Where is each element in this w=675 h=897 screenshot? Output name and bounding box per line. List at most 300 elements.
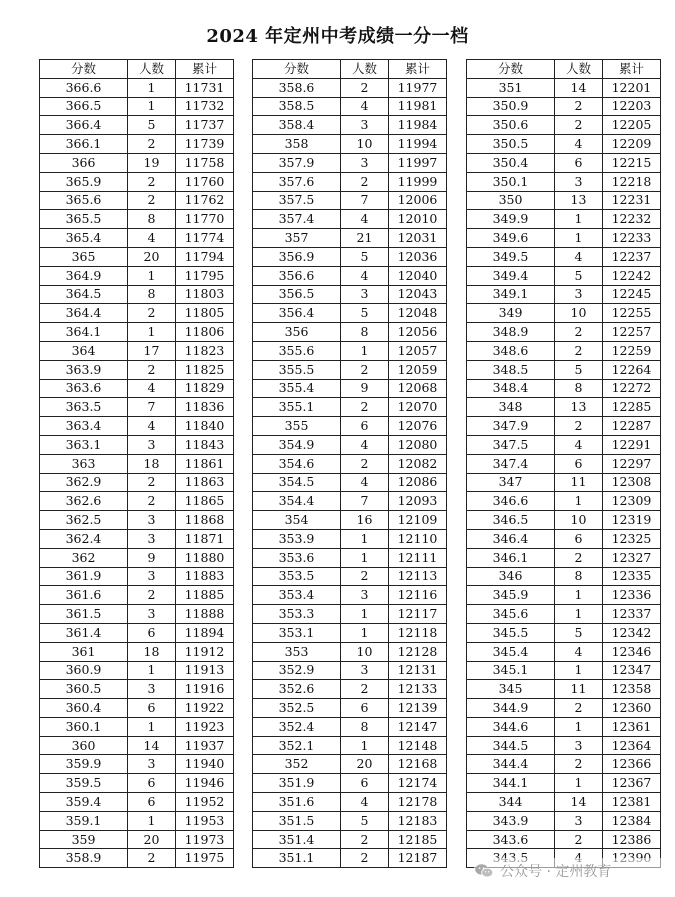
cumulative-cell: 11737: [176, 116, 234, 135]
count-cell: 2: [128, 492, 176, 511]
count-cell: 2: [341, 830, 389, 849]
count-cell: 4: [341, 210, 389, 229]
table-row: [253, 811, 447, 830]
cumulative-cell: 11997: [389, 153, 447, 172]
table-row: [40, 266, 234, 285]
table-row: [467, 210, 661, 229]
cumulative-cell: 11836: [176, 398, 234, 417]
cumulative-cell: 11806: [176, 323, 234, 342]
cumulative-cell: 12218: [603, 172, 661, 191]
table-row: [467, 153, 661, 172]
cumulative-cell: 12297: [603, 454, 661, 473]
page-title: 2024 年定州中考成绩一分一档: [206, 26, 469, 47]
count-cell: 2: [341, 360, 389, 379]
score-cell: 350.1: [467, 172, 555, 191]
count-cell: 4: [555, 135, 603, 154]
cumulative-cell: 11863: [176, 473, 234, 492]
score-cell: 359: [40, 830, 128, 849]
score-cell: 357.4: [253, 210, 341, 229]
count-cell: 6: [341, 774, 389, 793]
table-row: [40, 341, 234, 360]
score-cell: 359.5: [40, 774, 128, 793]
table-row: [40, 623, 234, 642]
cumulative-cell: 12133: [389, 680, 447, 699]
cumulative-cell: 12048: [389, 304, 447, 323]
cumulative-cell: 12086: [389, 473, 447, 492]
cumulative-cell: 12203: [603, 97, 661, 116]
cumulative-cell: 12010: [389, 210, 447, 229]
table-row: [467, 285, 661, 304]
table-row: [253, 830, 447, 849]
cumulative-cell: 12117: [389, 605, 447, 624]
count-cell: 16: [341, 511, 389, 530]
score-cell: 346.5: [467, 511, 555, 530]
score-cell: 366.4: [40, 116, 128, 135]
count-cell: 8: [128, 285, 176, 304]
cumulative-cell: 11946: [176, 774, 234, 793]
score-cell: 359.1: [40, 811, 128, 830]
count-cell: 8: [341, 323, 389, 342]
cumulative-cell: 11843: [176, 435, 234, 454]
table-row: [40, 680, 234, 699]
count-cell: 6: [341, 417, 389, 436]
score-cell: 360.1: [40, 717, 128, 736]
table-row: [467, 774, 661, 793]
table-row: [467, 398, 661, 417]
cumulative-cell: 11981: [389, 97, 447, 116]
table-row: [40, 323, 234, 342]
cumulative-cell: 12327: [603, 548, 661, 567]
count-cell: 1: [341, 623, 389, 642]
table-row: [40, 97, 234, 116]
table-row: [253, 266, 447, 285]
score-cell: 352.6: [253, 680, 341, 699]
cumulative-cell: 12336: [603, 586, 661, 605]
table-row: [253, 247, 447, 266]
count-cell: 4: [341, 97, 389, 116]
cumulative-cell: 11829: [176, 379, 234, 398]
cumulative-cell: 12139: [389, 699, 447, 718]
score-cell: 352.4: [253, 717, 341, 736]
cumulative-cell: 12381: [603, 793, 661, 812]
table-row: [467, 379, 661, 398]
count-cell: 14: [555, 78, 603, 97]
score-cell: 349.9: [467, 210, 555, 229]
count-cell: 2: [555, 548, 603, 567]
cumulative-cell: 12109: [389, 511, 447, 530]
count-cell: 2: [555, 116, 603, 135]
count-cell: 3: [128, 680, 176, 699]
score-cell: 358.4: [253, 116, 341, 135]
cumulative-cell: 12080: [389, 435, 447, 454]
score-cell: 344: [467, 793, 555, 812]
count-cell: 17: [128, 341, 176, 360]
score-cell: 350.5: [467, 135, 555, 154]
table-row: [467, 717, 661, 736]
cumulative-cell: 11883: [176, 567, 234, 586]
score-cell: 345.1: [467, 661, 555, 680]
count-cell: 3: [555, 811, 603, 830]
count-cell: 11: [555, 473, 603, 492]
table-row: [253, 717, 447, 736]
table-row: [40, 172, 234, 191]
cumulative-cell: 11916: [176, 680, 234, 699]
column-header: 人数: [341, 60, 389, 79]
cumulative-cell: 11840: [176, 417, 234, 436]
score-cell: 349: [467, 304, 555, 323]
count-cell: 3: [128, 435, 176, 454]
table-row: [253, 755, 447, 774]
score-cell: 346.4: [467, 529, 555, 548]
cumulative-cell: 11913: [176, 661, 234, 680]
cumulative-cell: 12291: [603, 435, 661, 454]
count-cell: 1: [128, 323, 176, 342]
count-cell: 1: [128, 78, 176, 97]
table-row: [467, 811, 661, 830]
count-cell: 1: [128, 97, 176, 116]
column-header: 累计: [603, 60, 661, 79]
score-cell: 347: [467, 473, 555, 492]
count-cell: 11: [555, 680, 603, 699]
table-row: [40, 210, 234, 229]
table-row: [253, 229, 447, 248]
count-cell: 2: [341, 849, 389, 868]
score-cell: 348.5: [467, 360, 555, 379]
score-table-1: [39, 59, 234, 868]
score-cell: 355: [253, 417, 341, 436]
cumulative-cell: 11794: [176, 247, 234, 266]
score-cell: 365.4: [40, 229, 128, 248]
table-row: [40, 473, 234, 492]
table-row: [467, 548, 661, 567]
count-cell: 6: [128, 699, 176, 718]
count-cell: 3: [341, 661, 389, 680]
table-row: [40, 454, 234, 473]
count-cell: 2: [341, 398, 389, 417]
score-cell: 350.6: [467, 116, 555, 135]
score-cell: 359.4: [40, 793, 128, 812]
score-cell: 365: [40, 247, 128, 266]
table-row: [467, 229, 661, 248]
header-row: [40, 60, 234, 79]
count-cell: 6: [555, 529, 603, 548]
cumulative-cell: 12111: [389, 548, 447, 567]
table-row: [253, 341, 447, 360]
table-row: [467, 699, 661, 718]
score-cell: 363.6: [40, 379, 128, 398]
cumulative-cell: 11952: [176, 793, 234, 812]
table-row: [253, 78, 447, 97]
cumulative-cell: 11999: [389, 172, 447, 191]
count-cell: 1: [555, 605, 603, 624]
cumulative-cell: 12384: [603, 811, 661, 830]
table-row: [467, 135, 661, 154]
table-row: [467, 247, 661, 266]
table-row: [253, 661, 447, 680]
count-cell: 5: [341, 304, 389, 323]
cumulative-cell: 12068: [389, 379, 447, 398]
count-cell: 1: [128, 717, 176, 736]
count-cell: 2: [341, 567, 389, 586]
score-cell: 343.6: [467, 830, 555, 849]
table-row: [40, 247, 234, 266]
table-row: [40, 661, 234, 680]
cumulative-cell: 11894: [176, 623, 234, 642]
score-cell: 354.9: [253, 435, 341, 454]
table-row: [40, 191, 234, 210]
cumulative-cell: 11861: [176, 454, 234, 473]
cumulative-cell: 11880: [176, 548, 234, 567]
score-cell: 355.1: [253, 398, 341, 417]
table-row: [40, 285, 234, 304]
table-row: [253, 774, 447, 793]
cumulative-cell: 12308: [603, 473, 661, 492]
table-row: [253, 116, 447, 135]
cumulative-cell: 12232: [603, 210, 661, 229]
table-row: [253, 473, 447, 492]
cumulative-cell: 12205: [603, 116, 661, 135]
score-cell: 352: [253, 755, 341, 774]
score-cell: 354.6: [253, 454, 341, 473]
count-cell: 2: [128, 473, 176, 492]
table-row: [40, 793, 234, 812]
count-cell: 1: [341, 529, 389, 548]
table-row: [467, 529, 661, 548]
table-row: [467, 172, 661, 191]
wechat-icon: [474, 863, 494, 879]
cumulative-cell: 12287: [603, 417, 661, 436]
table-row: [467, 97, 661, 116]
score-cell: 364.5: [40, 285, 128, 304]
table-row: [253, 435, 447, 454]
table-row: [40, 153, 234, 172]
table-row: [40, 304, 234, 323]
cumulative-cell: 12076: [389, 417, 447, 436]
score-cell: 351.1: [253, 849, 341, 868]
score-cell: 349.6: [467, 229, 555, 248]
count-cell: 1: [341, 605, 389, 624]
count-cell: 4: [555, 642, 603, 661]
column-header: 分数: [40, 60, 128, 79]
score-cell: 365.6: [40, 191, 128, 210]
score-cell: 353.5: [253, 567, 341, 586]
score-cell: 361: [40, 642, 128, 661]
score-cell: 349.5: [467, 247, 555, 266]
score-cell: 360: [40, 736, 128, 755]
watermark: [474, 858, 664, 884]
table-row: [253, 360, 447, 379]
cumulative-cell: 12209: [603, 135, 661, 154]
score-cell: 352.5: [253, 699, 341, 718]
table-row: [467, 830, 661, 849]
score-cell: 357.6: [253, 172, 341, 191]
count-cell: 2: [555, 341, 603, 360]
count-cell: 1: [555, 492, 603, 511]
count-cell: 19: [128, 153, 176, 172]
cumulative-cell: 11977: [389, 78, 447, 97]
count-cell: 1: [555, 586, 603, 605]
count-cell: 4: [128, 379, 176, 398]
cumulative-cell: 12367: [603, 774, 661, 793]
score-cell: 343.9: [467, 811, 555, 830]
table-row: [40, 548, 234, 567]
count-cell: 14: [128, 736, 176, 755]
cumulative-cell: 11760: [176, 172, 234, 191]
score-cell: 357: [253, 229, 341, 248]
count-cell: 3: [128, 755, 176, 774]
count-cell: 4: [341, 435, 389, 454]
cumulative-cell: 12346: [603, 642, 661, 661]
count-cell: 8: [341, 717, 389, 736]
cumulative-cell: 11758: [176, 153, 234, 172]
score-cell: 355.4: [253, 379, 341, 398]
cumulative-cell: 11871: [176, 529, 234, 548]
score-table-3: [466, 59, 661, 868]
score-cell: 345.9: [467, 586, 555, 605]
score-cell: 360.9: [40, 661, 128, 680]
table-row: [40, 717, 234, 736]
score-cell: 348.6: [467, 341, 555, 360]
count-cell: 5: [128, 116, 176, 135]
table-row: [40, 492, 234, 511]
cumulative-cell: 11973: [176, 830, 234, 849]
score-cell: 350.4: [467, 153, 555, 172]
cumulative-cell: 11774: [176, 229, 234, 248]
table-row: [253, 642, 447, 661]
score-cell: 364.1: [40, 323, 128, 342]
score-cell: 356: [253, 323, 341, 342]
count-cell: 2: [555, 417, 603, 436]
table-row: [467, 78, 661, 97]
table-row: [467, 473, 661, 492]
table-row: [253, 623, 447, 642]
score-cell: 362.5: [40, 511, 128, 530]
table-row: [40, 830, 234, 849]
cumulative-cell: 12178: [389, 793, 447, 812]
cumulative-cell: 11805: [176, 304, 234, 323]
table-row: [253, 680, 447, 699]
score-cell: 351: [467, 78, 555, 97]
column-header: 人数: [128, 60, 176, 79]
cumulative-cell: 12215: [603, 153, 661, 172]
score-cell: 344.1: [467, 774, 555, 793]
score-cell: 348.4: [467, 379, 555, 398]
cumulative-cell: 12309: [603, 492, 661, 511]
count-cell: 2: [341, 78, 389, 97]
cumulative-cell: 12364: [603, 736, 661, 755]
score-cell: 366: [40, 153, 128, 172]
table-row: [40, 435, 234, 454]
count-cell: 1: [555, 661, 603, 680]
table-row: [40, 736, 234, 755]
column-header: 累计: [176, 60, 234, 79]
count-cell: 2: [128, 849, 176, 868]
count-cell: 2: [555, 699, 603, 718]
table-row: [467, 454, 661, 473]
cumulative-cell: 12036: [389, 247, 447, 266]
table-row: [40, 586, 234, 605]
score-cell: 345.5: [467, 623, 555, 642]
table-row: [40, 379, 234, 398]
table-row: [253, 135, 447, 154]
score-cell: 351.4: [253, 830, 341, 849]
cumulative-cell: 12070: [389, 398, 447, 417]
score-cell: 355.6: [253, 341, 341, 360]
score-cell: 363.1: [40, 435, 128, 454]
cumulative-cell: 12337: [603, 605, 661, 624]
table-row: [467, 266, 661, 285]
score-cell: 360.4: [40, 699, 128, 718]
score-cell: 350: [467, 191, 555, 210]
table-row: [40, 398, 234, 417]
score-cell: 344.5: [467, 736, 555, 755]
table-row: [40, 135, 234, 154]
score-cell: 344.9: [467, 699, 555, 718]
cumulative-cell: 12231: [603, 191, 661, 210]
count-cell: 3: [555, 285, 603, 304]
count-cell: 3: [341, 586, 389, 605]
count-cell: 13: [555, 191, 603, 210]
cumulative-cell: 11762: [176, 191, 234, 210]
cumulative-cell: 12057: [389, 341, 447, 360]
score-cell: 356.5: [253, 285, 341, 304]
score-cell: 358: [253, 135, 341, 154]
cumulative-cell: 12255: [603, 304, 661, 323]
cumulative-cell: 11865: [176, 492, 234, 511]
table-row: [467, 605, 661, 624]
table-row: [40, 567, 234, 586]
score-cell: 347.9: [467, 417, 555, 436]
cumulative-cell: 11739: [176, 135, 234, 154]
score-cell: 361.4: [40, 623, 128, 642]
cumulative-cell: 12056: [389, 323, 447, 342]
cumulative-cell: 11803: [176, 285, 234, 304]
score-cell: 358.9: [40, 849, 128, 868]
table-row: [253, 417, 447, 436]
table-row: [40, 511, 234, 530]
table-row: [467, 623, 661, 642]
cumulative-cell: 12168: [389, 755, 447, 774]
cumulative-cell: 12245: [603, 285, 661, 304]
score-cell: 353.9: [253, 529, 341, 548]
count-cell: 4: [128, 229, 176, 248]
table-row: [467, 492, 661, 511]
score-cell: 357.5: [253, 191, 341, 210]
cumulative-cell: 12040: [389, 266, 447, 285]
score-cell: 346.1: [467, 548, 555, 567]
count-cell: 8: [128, 210, 176, 229]
table-row: [253, 153, 447, 172]
cumulative-cell: 12185: [389, 830, 447, 849]
table-row: [40, 78, 234, 97]
watermark-text: 公众号 · 定州教育: [500, 864, 612, 880]
cumulative-cell: 12264: [603, 360, 661, 379]
cumulative-cell: 12335: [603, 567, 661, 586]
table-row: [467, 191, 661, 210]
table-row: [253, 285, 447, 304]
count-cell: 3: [128, 529, 176, 548]
score-cell: 356.9: [253, 247, 341, 266]
score-cell: 363.9: [40, 360, 128, 379]
score-cell: 356.4: [253, 304, 341, 323]
cumulative-cell: 12201: [603, 78, 661, 97]
score-cell: 360.5: [40, 680, 128, 699]
table-row: [467, 304, 661, 323]
score-cell: 349.1: [467, 285, 555, 304]
count-cell: 2: [341, 172, 389, 191]
score-cell: 354.5: [253, 473, 341, 492]
count-cell: 7: [341, 492, 389, 511]
